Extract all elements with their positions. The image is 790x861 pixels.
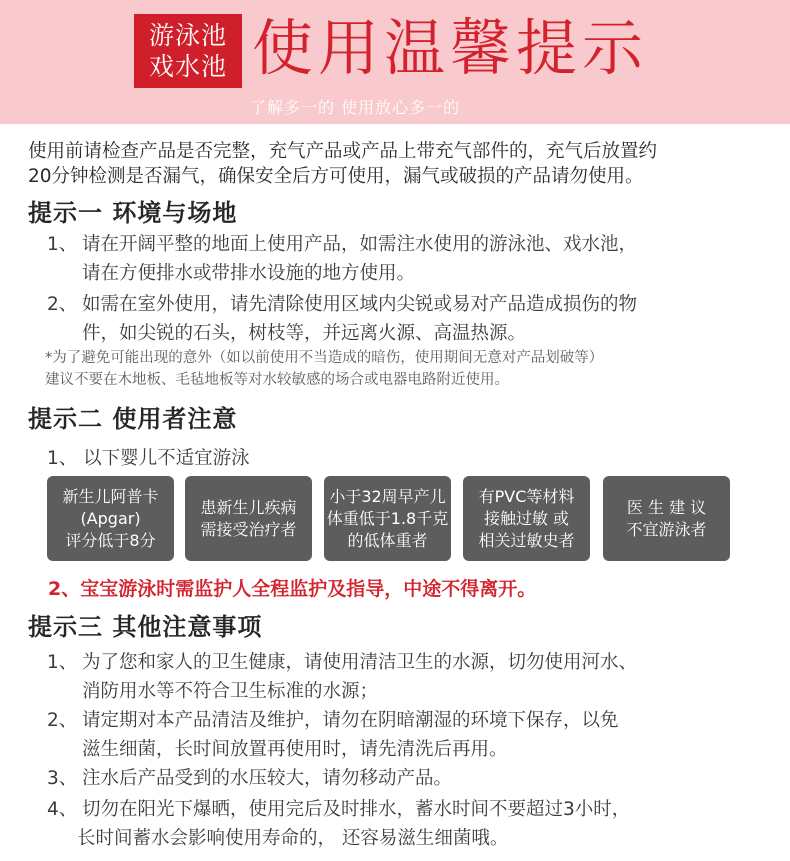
box-line: 体重低于1.8千克	[326, 508, 449, 528]
box-line: (Apgar)	[80, 508, 141, 528]
item-text-line1: 如需在室外使用，请先清除使用区域内尖锐或易对产品造成损伤的物	[82, 294, 638, 315]
box-line: 新生儿阿普卡	[62, 486, 159, 506]
item-text-line2: 长时间蓄水会影响使用寿命的， 还容易滋生细菌哦。	[77, 828, 509, 849]
page-title: 使用温馨提示	[252, 13, 649, 84]
condition-box-apgar	[47, 476, 174, 561]
condition-box-disease	[185, 476, 312, 561]
intro-line-2: 20分钟检测是否漏气，确保安全后方可使用，漏气或破损的产品请勿使用。	[28, 166, 644, 187]
box-line: 小于32周早产儿	[329, 486, 446, 506]
condition-box-premature	[324, 476, 451, 561]
section2-item-1: 1、 以下婴儿不适宜游泳	[47, 448, 250, 469]
item-number: 3、	[47, 768, 78, 789]
section2-heading: 提示二 使用者注意	[28, 405, 238, 433]
item-number: 2、	[47, 710, 78, 731]
box-line: 接触过敏 或	[483, 508, 570, 528]
box-line: 需接受治疗者	[200, 519, 297, 539]
item-number: 1、	[47, 652, 78, 673]
item-text-line2: 请在方便排水或带排水设施的地方使用。	[82, 263, 416, 284]
box-line: 的低体重者	[347, 530, 428, 550]
section3-item-3	[47, 764, 777, 793]
item-text-line1: 切勿在阳光下爆晒，使用完后及时排水，蓄水时间不要超过3小时，	[82, 799, 631, 820]
item-text-line1: 为了您和家人的卫生健康，请使用清洁卫生的水源，切勿使用河水、	[82, 652, 638, 673]
item-text-line2: 件，如尖锐的石头，树枝等，并远离火源、高温热源。	[82, 323, 527, 344]
badge-line-2: 戏水池	[148, 52, 227, 81]
header-banner	[0, 0, 790, 124]
item-text-line1: 请在开阔平整的地面上使用产品，如需注水使用的游泳池、戏水池，	[82, 234, 638, 255]
box-line: 医 生 建 议	[626, 497, 707, 517]
section1-item-2	[47, 290, 777, 348]
section3-item-2	[47, 706, 777, 764]
section1-item-1	[47, 230, 777, 288]
intro-line-1: 使用前请检查产品是否完整，充气产品或产品上带充气部件的，充气后放置约	[28, 141, 658, 162]
section3-item-4	[47, 795, 777, 853]
item-number: 2、	[47, 294, 78, 315]
box-line: 相关过敏史者	[478, 530, 575, 550]
item-text-line1: 注水后产品受到的水压较大，请勿移动产品。	[82, 768, 453, 789]
item-text-line1: 请定期对本产品清洁及维护，请勿在阴暗潮湿的环境下保存，以免	[82, 710, 619, 731]
section1-note-line-2: 建议不要在木地板、毛毡地板等对水较敏感的场合或电器电路附近使用。	[45, 372, 509, 388]
page-subtitle: 了解多一的 使用放心多一的	[250, 98, 461, 117]
pool-badge	[134, 14, 242, 88]
condition-box-doctor	[603, 476, 730, 561]
item-text-line2: 消防用水等不符合卫生标准的水源；	[82, 681, 379, 702]
box-line: 患新生儿疾病	[200, 497, 297, 517]
item-text-line2: 滋生细菌，长时间放置再使用时，请先清洗后再用。	[82, 739, 508, 760]
item-number: 4、	[47, 799, 78, 820]
box-line: 有PVC等材料	[478, 486, 575, 506]
box-line: 评分低于8分	[65, 530, 156, 550]
section3-item-1	[47, 648, 777, 706]
box-line: 不宜游泳者	[626, 519, 707, 539]
section1-note-line-1: *为了避免可能出现的意外（如以前使用不当造成的暗伤，使用期间无意对产品划破等）	[45, 350, 604, 366]
section3-heading: 提示三 其他注意事项	[28, 613, 263, 641]
supervision-warning: 2、宝宝游泳时需监护人全程监护及指导，中途不得离开。	[48, 578, 537, 600]
badge-line-1: 游泳池	[148, 21, 227, 50]
condition-box-allergy	[463, 476, 590, 561]
infant-conditions-boxes	[47, 476, 747, 562]
item-number: 1、	[47, 234, 78, 255]
section1-heading: 提示一 环境与场地	[28, 199, 238, 227]
